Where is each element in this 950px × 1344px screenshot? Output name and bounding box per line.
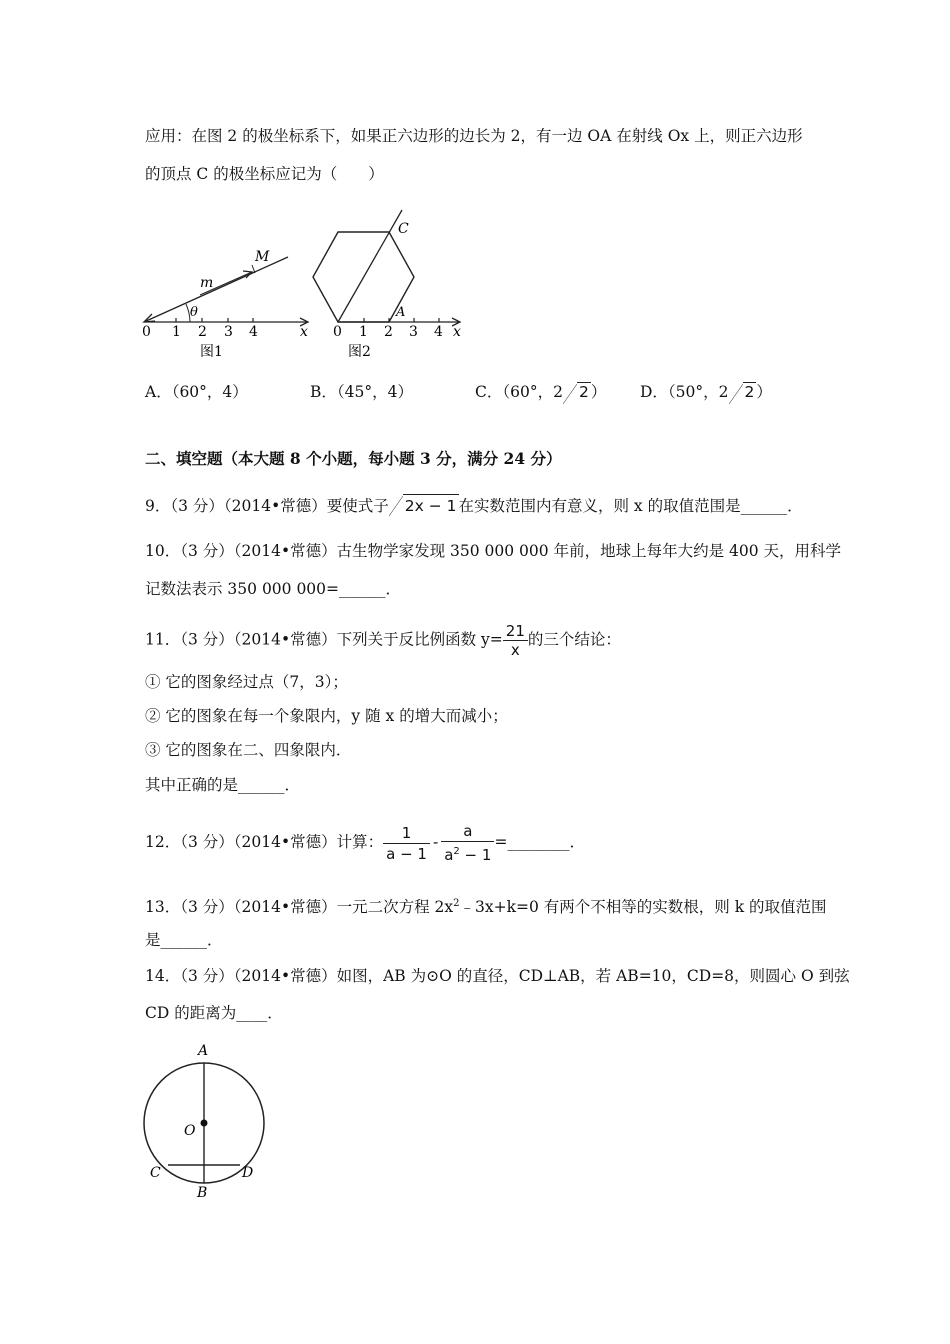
q11-fraction xyxy=(503,622,528,659)
q11-den: x xyxy=(510,641,520,659)
q11-suffix: 的三个结论： xyxy=(527,630,621,649)
q12-minus: - xyxy=(432,833,439,851)
question-12 xyxy=(145,820,585,865)
sqrt-sign xyxy=(389,494,459,517)
fig1-ray xyxy=(144,257,288,322)
fig2-label-x: x xyxy=(453,324,461,340)
question-10-line-2 xyxy=(145,578,401,600)
q12-f2-den-base: a xyxy=(444,846,454,864)
intro-line-1: 应用：在图 2 的极坐标系下，如果正六边形的边长为 2，有一边 OA 在射线 Ox 上，则正六边形 xyxy=(145,127,803,145)
fig2-caption: 图2 xyxy=(348,344,371,360)
fig2-tick-3: 3 xyxy=(409,324,418,340)
q14-line-2: CD 的距离为 xyxy=(145,1004,237,1022)
q14-end: ． xyxy=(267,1004,283,1022)
fig1-ticks xyxy=(142,324,258,340)
q9-suffix: 在实数范围内有意义，则 x 的取值范围是 xyxy=(458,497,741,515)
fig1-tick-0: 0 xyxy=(142,324,151,340)
q10-blank: ______ xyxy=(339,580,386,598)
polar-figures xyxy=(130,205,480,365)
question-13-line-2 xyxy=(145,929,223,951)
fig2-ray xyxy=(338,210,402,322)
q11-prefix: 11．（3 分）（2014•常德）下列关于反比例函数 y= xyxy=(145,630,503,649)
center-point xyxy=(201,1120,208,1127)
fig2-label-A: A xyxy=(396,305,406,320)
q12-f2-den-exp: 2 xyxy=(453,846,460,857)
q10-line-1: 10．（3 分）（2014•常德）古生物学家发现 350 000 000 年前，地球上每年大约是 400 天，用科学 xyxy=(145,542,842,560)
q12-f2-den-rest: − 1 xyxy=(459,846,492,864)
fig1-label-theta: θ xyxy=(190,305,198,320)
fig2-ticks xyxy=(333,324,443,340)
fig1-tick-3: 3 xyxy=(224,324,233,340)
label-c: C xyxy=(150,1165,161,1181)
fig2-tick-2: 2 xyxy=(384,324,393,340)
option-b: B．（45°，4） xyxy=(310,383,413,401)
option-a: A．（60°，4） xyxy=(145,383,248,401)
fig1-tick-4: 4 xyxy=(249,324,258,340)
q11-item-2: ② 它的图象在每一个象限内，y 随 x 的增大而减小； xyxy=(145,707,508,725)
q12-prefix: 12．（3 分）（2014•常德）计算： xyxy=(145,833,384,851)
q10-line-2: 记数法表示 350 000 000= xyxy=(145,580,340,598)
question-14-line-2 xyxy=(145,1002,283,1024)
q9-prefix: 9．（3 分）（2014•常德）要使式子 xyxy=(145,497,389,515)
fig1-label-x: x xyxy=(300,324,308,340)
option-c xyxy=(475,380,606,402)
option-d xyxy=(640,380,772,402)
q10-end: ． xyxy=(385,580,402,598)
q12-f2-den xyxy=(441,842,494,865)
q12-f1-num: 1 xyxy=(383,823,430,844)
q12-end: ． xyxy=(569,833,585,851)
fig1-tick-1: 1 xyxy=(172,324,181,340)
fig2-tick-0: 0 xyxy=(333,324,342,340)
option-d-suffix: ） xyxy=(756,383,772,401)
circle-figure xyxy=(135,1035,275,1205)
q11-item-1: ① 它的图象经过点（7，3）； xyxy=(145,673,348,691)
q13-line-2: 是 xyxy=(145,931,161,949)
question-9 xyxy=(145,494,803,517)
fig1-label-m: m xyxy=(200,275,214,291)
label-a: A xyxy=(198,1043,209,1059)
q14-blank: ____ xyxy=(236,1004,268,1022)
label-d: D xyxy=(242,1165,254,1181)
option-c-prefix: C．（60°，2 xyxy=(475,383,563,401)
section-title: 二、填空题（本大题 8 个小题，每小题 3 分，满分 24 分） xyxy=(145,449,562,468)
q12-eq: = xyxy=(494,833,508,851)
option-d-root: 2 xyxy=(744,383,755,401)
sqrt-sign xyxy=(729,382,757,401)
question-11 xyxy=(145,622,621,659)
sqrt-sign xyxy=(563,382,591,401)
fig1-label-M: M xyxy=(255,249,270,265)
fig1-caption: 图1 xyxy=(200,344,223,360)
q9-end: ． xyxy=(787,497,803,515)
q12-f1-den: a − 1 xyxy=(386,844,427,863)
q13-exp: 2 xyxy=(453,898,460,909)
q11-num: 21 xyxy=(503,622,528,641)
label-b: B xyxy=(197,1185,208,1201)
q12-blank: ________ xyxy=(507,833,570,851)
q13-blank: ______ xyxy=(160,931,208,949)
q9-radicand: 2x − 1 xyxy=(403,494,459,517)
option-c-root: 2 xyxy=(578,383,589,401)
q11-item-3: ③ 它的图象在二、四象限内． xyxy=(145,741,352,759)
q9-blank: ______ xyxy=(740,497,788,515)
q14-line-1: 14．（3 分）（2014•常德）如图，AB 为⊙O 的直径，CD⊥AB，若 AB=10，CD=8，则圆心 O 到弦 xyxy=(145,967,850,985)
q11-end: ． xyxy=(284,776,301,794)
q11-conclusion: 其中正确的是 xyxy=(145,776,239,794)
question-13-line-1 xyxy=(145,893,827,918)
fig1-tick-2: 2 xyxy=(198,324,207,340)
label-o: O xyxy=(184,1123,196,1139)
fig2-tick-1: 1 xyxy=(359,324,368,340)
q11-conclusion-line xyxy=(145,774,300,796)
q13-end: ． xyxy=(207,931,223,949)
option-c-suffix: ） xyxy=(590,383,607,401)
intro-line-2: 的顶点 C 的极坐标应记为（ ） xyxy=(145,165,384,183)
fig2-tick-4: 4 xyxy=(434,324,443,340)
option-d-prefix: D．（50°，2 xyxy=(640,383,729,401)
q11-blank: ______ xyxy=(238,776,285,794)
fig2-label-C: C xyxy=(398,221,409,237)
q13-line-1b: ﹣3x+k=0 有两个不相等的实数根，则 k 的取值范围 xyxy=(459,898,827,917)
q12-f2-num: a xyxy=(441,821,494,842)
q13-line-1a: 13．（3 分）（2014•常德）一元二次方程 2x xyxy=(145,898,454,917)
q12-fraction-2 xyxy=(441,821,494,865)
q12-fraction-1 xyxy=(383,823,430,864)
